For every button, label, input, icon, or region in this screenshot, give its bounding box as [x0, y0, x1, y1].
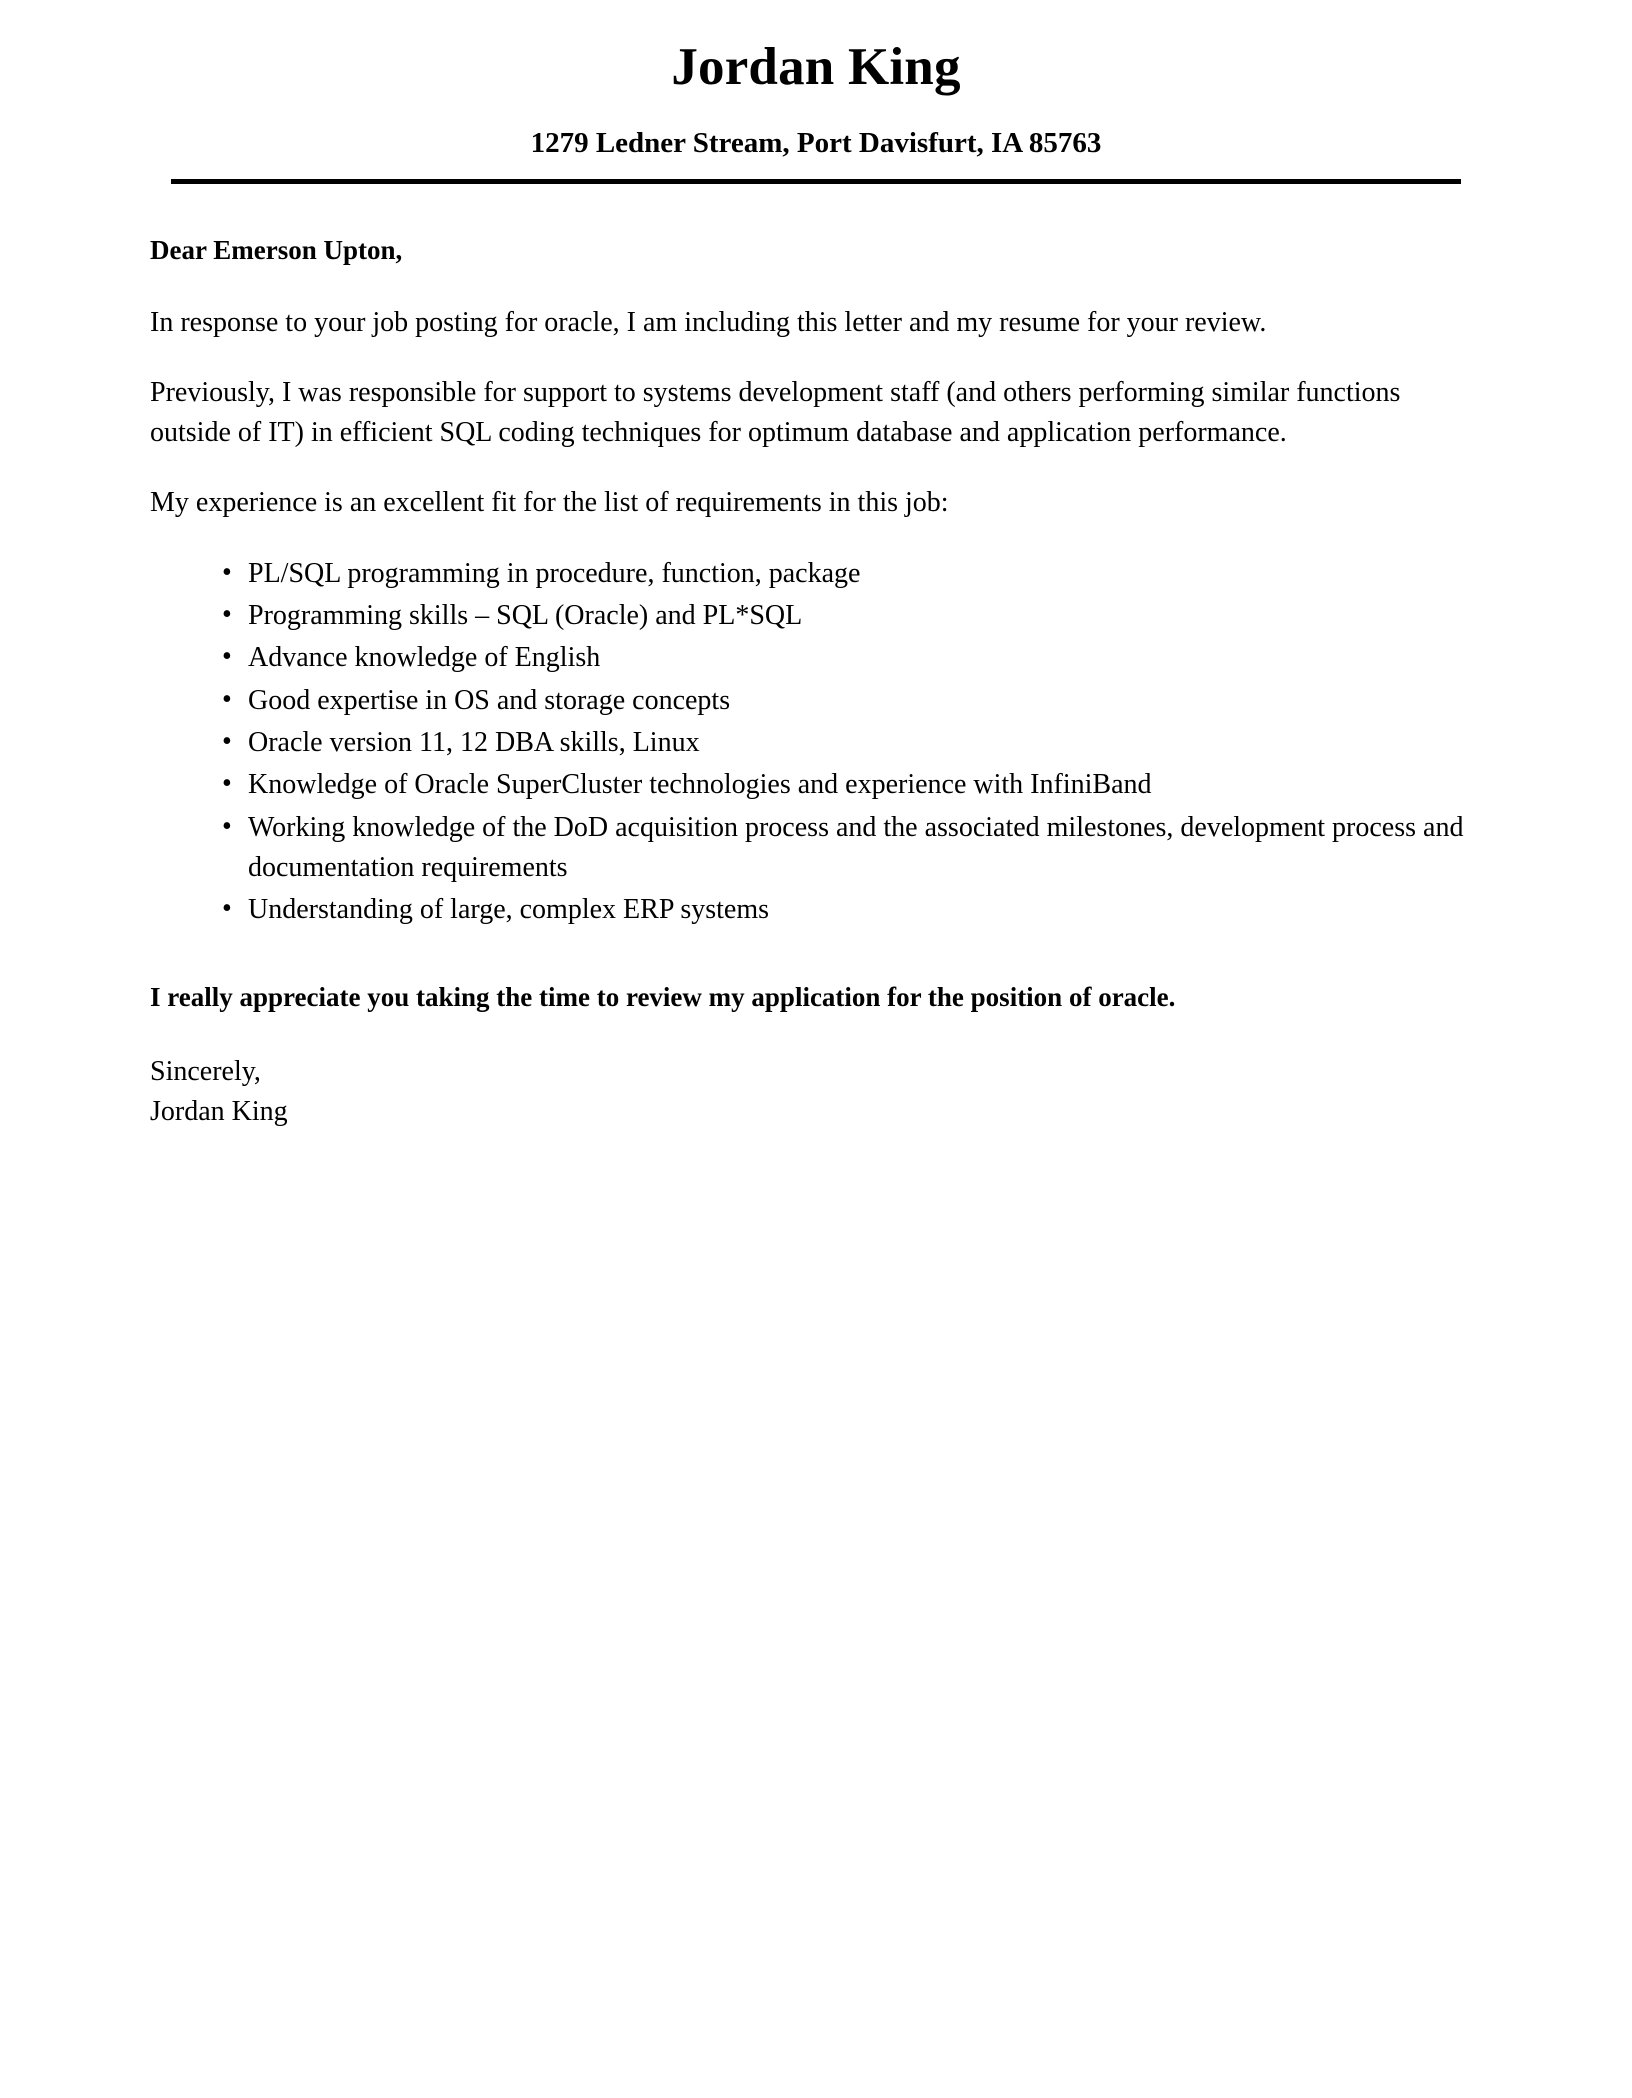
list-item [222, 681, 1467, 721]
list-item [222, 596, 1467, 636]
list-item-label: Understanding of large, complex ERP systems [248, 894, 770, 926]
list-item-label: Working knowledge of the DoD acquisition process and the associated milestones, development process and documentation requirements [248, 811, 1464, 883]
list-item-label: Oracle version 11, 12 DBA skills, Linux [248, 727, 700, 759]
letterhead [0, 0, 1632, 184]
salutation: Dear Emerson Upton, [150, 235, 403, 266]
closing-statement: I really appreciate you taking the time to review my application for the position of oracle. [150, 981, 1176, 1012]
list-item [222, 638, 1467, 678]
paragraph-requirements-lead: My experience is an excellent fit for the list of requirements in this job: [150, 487, 949, 519]
list-item [222, 890, 1467, 930]
paragraph-experience: Previously, I was responsible for support to systems development staff (and others performing similar functions outside of IT) in efficient SQL coding techniques for optimum database and application performance. [150, 376, 1401, 449]
bullet-icon: • [222, 556, 232, 588]
requirements-list [150, 554, 1467, 931]
bullet-icon: • [222, 768, 232, 800]
bullet-icon: • [222, 599, 232, 631]
address-line: 1279 Ledner Stream, Port Davisfurt, IA 85763 [530, 127, 1102, 160]
bullet-icon: • [222, 726, 232, 758]
list-item-label: Knowledge of Oracle SuperCluster technologies and experience with InfiniBand [248, 769, 1152, 801]
list-item [222, 554, 1467, 594]
paragraph-intro: In response to your job posting for oracle, I am including this letter and my resume for your review. [150, 306, 1267, 338]
bullet-icon: • [222, 683, 232, 715]
list-item-label: PL/SQL programming in procedure, function, package [248, 557, 861, 589]
list-item [222, 808, 1467, 889]
bullet-icon: • [222, 810, 232, 842]
list-item-label: Programming skills – SQL (Oracle) and PL*SQL [248, 600, 803, 632]
list-item-label: Good expertise in OS and storage concepts [248, 684, 731, 716]
page-title: Jordan King [671, 38, 961, 96]
bullet-icon: • [222, 893, 232, 925]
signature-name: Jordan King [150, 1096, 288, 1128]
list-item [222, 723, 1467, 763]
signoff-text: Sincerely, [150, 1056, 261, 1088]
signature-block [150, 1052, 1467, 1132]
letter-body [0, 232, 1632, 1132]
header-divider [171, 179, 1461, 184]
list-item-label: Advance knowledge of English [248, 642, 601, 674]
bullet-icon: • [222, 641, 232, 673]
list-item [222, 765, 1467, 805]
